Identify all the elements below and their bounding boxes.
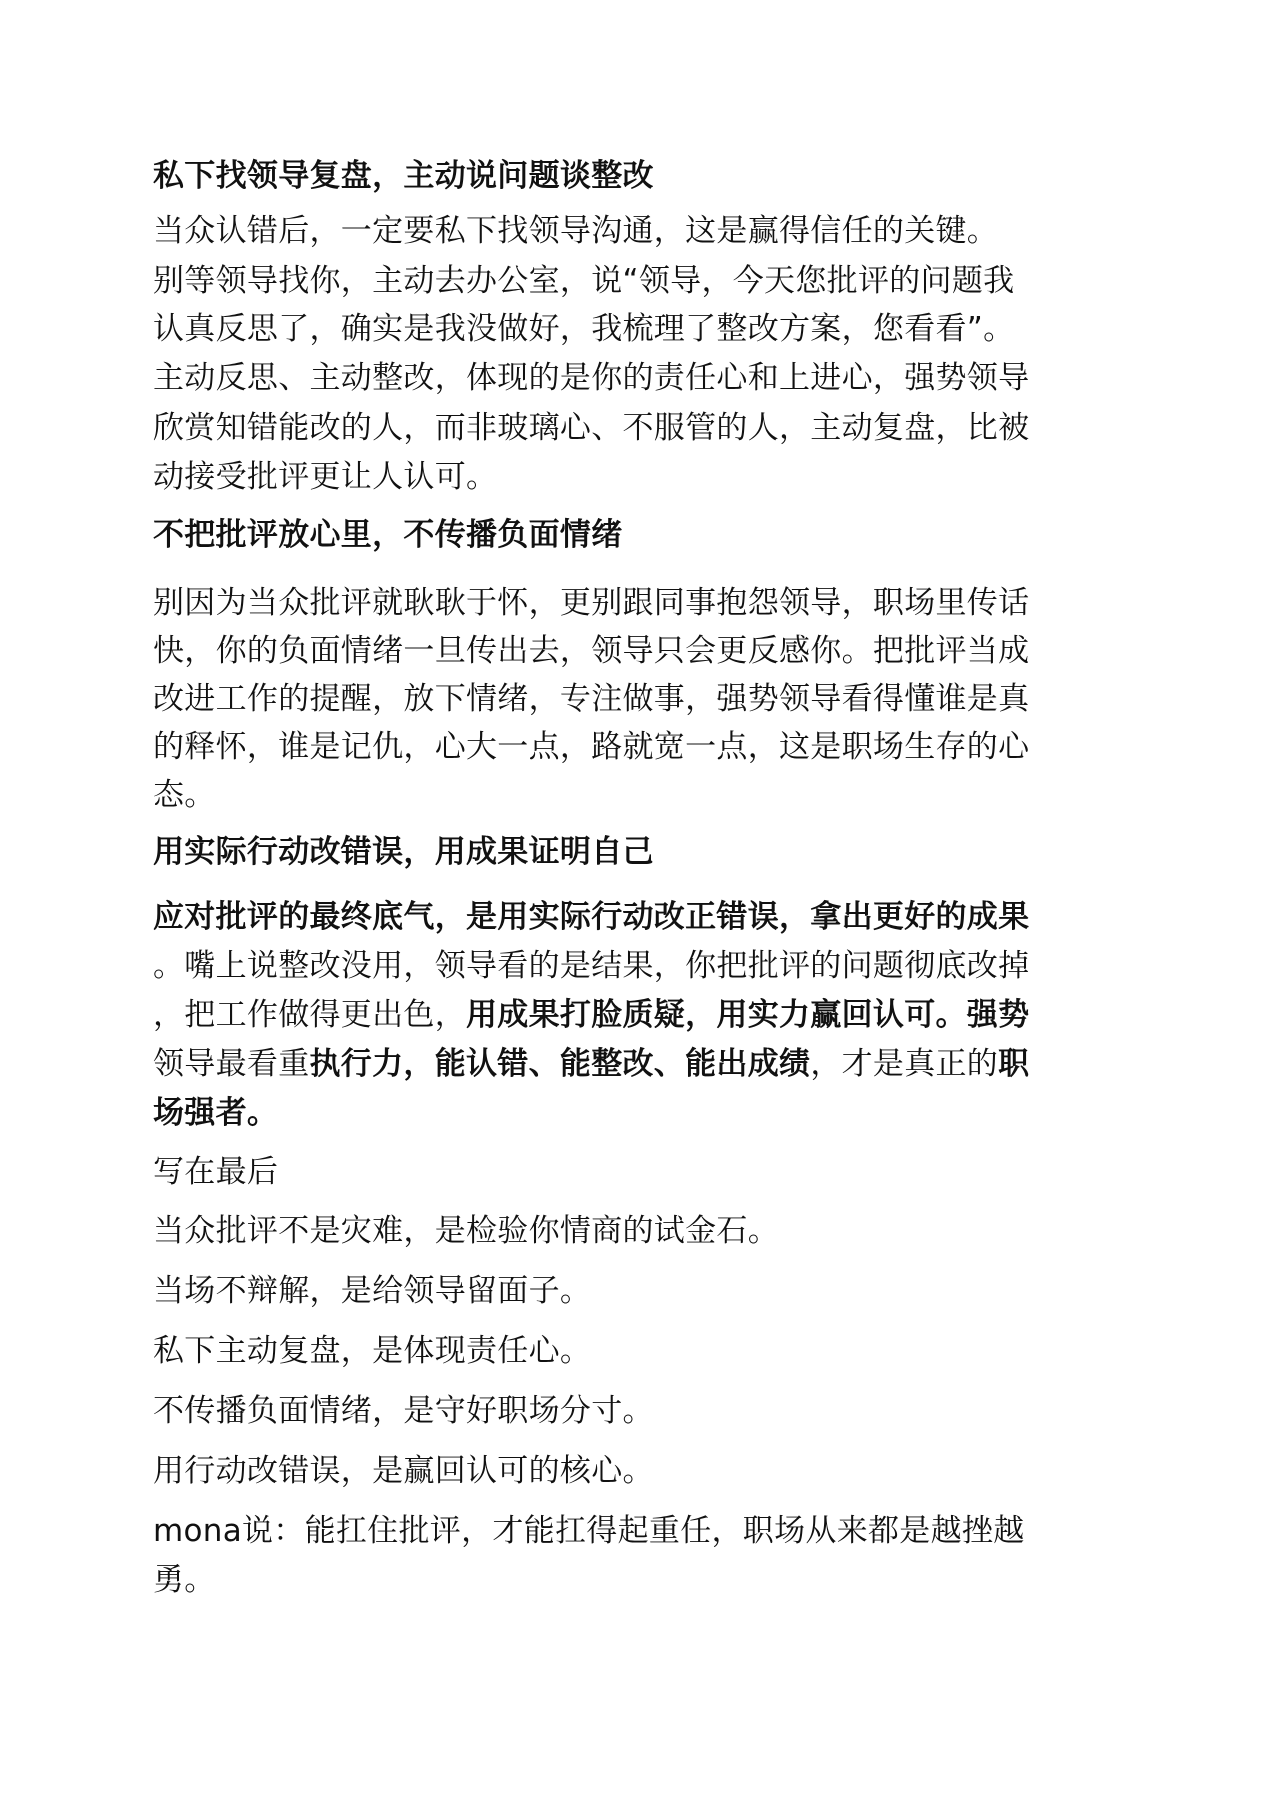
closing-line-1: 当众批评不是灾难，是检验你情商的试金石。 [153, 1213, 779, 1249]
section2-line-4: 的释怀，谁是记仇，心大一点，路就宽一点，这是职场生存的心 [153, 729, 1030, 765]
closing-line-3: 私下主动复盘，是体现责任心。 [153, 1333, 592, 1369]
section3-line-3 [153, 997, 1029, 1034]
section1-line-4: 主动反思、主动整改，体现的是你的责任心和上进心，强势领导 [153, 360, 1030, 396]
closing-line-4: 不传播负面情绪，是守好职场分寸。 [153, 1393, 654, 1429]
section3-line-4-bold-a: 执行力，能认错、能整改、能出成绩 [309, 1046, 811, 1082]
section1-line-1: 当众认错后，一定要私下找领导沟通，这是赢得信任的关键。 [153, 213, 999, 249]
section1-heading: 私下找领导复盘，主动说问题谈整改 [153, 158, 654, 194]
section3-heading: 用实际行动改错误，用成果证明自己 [153, 834, 654, 870]
section3-line-4-regular-a: 领导最看重 [153, 1046, 310, 1082]
section3-line-3-bold: 用成果打脸质疑，用实力赢回认可。强势 [466, 997, 1030, 1033]
section2-line-1: 别因为当众批评就耿耿于怀，更别跟同事抱怨领导，职场里传话 [153, 585, 1030, 621]
closing-line-2: 当场不辩解，是给领导留面子。 [153, 1273, 592, 1309]
section2-line-5: 态。 [153, 777, 216, 813]
section3-line-2: 。嘴上说整改没用，领导看的是结果，你把批评的问题彻底改掉 [153, 948, 1030, 984]
section3-line-5: 场强者。 [153, 1095, 279, 1131]
section3-line-4-bold-b: 职 [998, 1046, 1030, 1082]
section1-line-3: 认真反思了，确实是我没做好，我梳理了整改方案，您看看”。 [153, 311, 1015, 347]
section2-line-3: 改进工作的提醒，放下情绪，专注做事，强势领导看得懂谁是真 [153, 681, 1030, 717]
section1-line-5: 欣赏知错能改的人，而非玻璃心、不服管的人，主动复盘，比被 [153, 410, 1030, 446]
section1-line-6: 动接受批评更让人认可。 [153, 459, 498, 495]
closing-title: 写在最后 [153, 1154, 279, 1190]
section3-line-3-regular: ，把工作做得更出色， [153, 997, 466, 1033]
section2-line-2: 快，你的负面情绪一旦传出去，领导只会更反感你。把批评当成 [153, 633, 1030, 669]
section3-line-4-regular-b: ，才是真正的 [810, 1046, 999, 1082]
section2-heading: 不把批评放心里，不传播负面情绪 [153, 517, 623, 553]
closing-line-5: 用行动改错误，是赢回认可的核心。 [153, 1453, 654, 1489]
mona-quote-line-2: 勇。 [153, 1562, 216, 1598]
section1-line-2: 别等领导找你，主动去办公室，说“领导，今天您批评的问题我 [153, 263, 1015, 299]
section3-line-1: 应对批评的最终底气，是用实际行动改正错误，拿出更好的成果 [153, 899, 1030, 935]
section3-line-4 [153, 1046, 1029, 1083]
mona-quote-line-1: mona说：能扛住批评，才能扛得起重任，职场从来都是越挫越 [153, 1513, 1025, 1549]
